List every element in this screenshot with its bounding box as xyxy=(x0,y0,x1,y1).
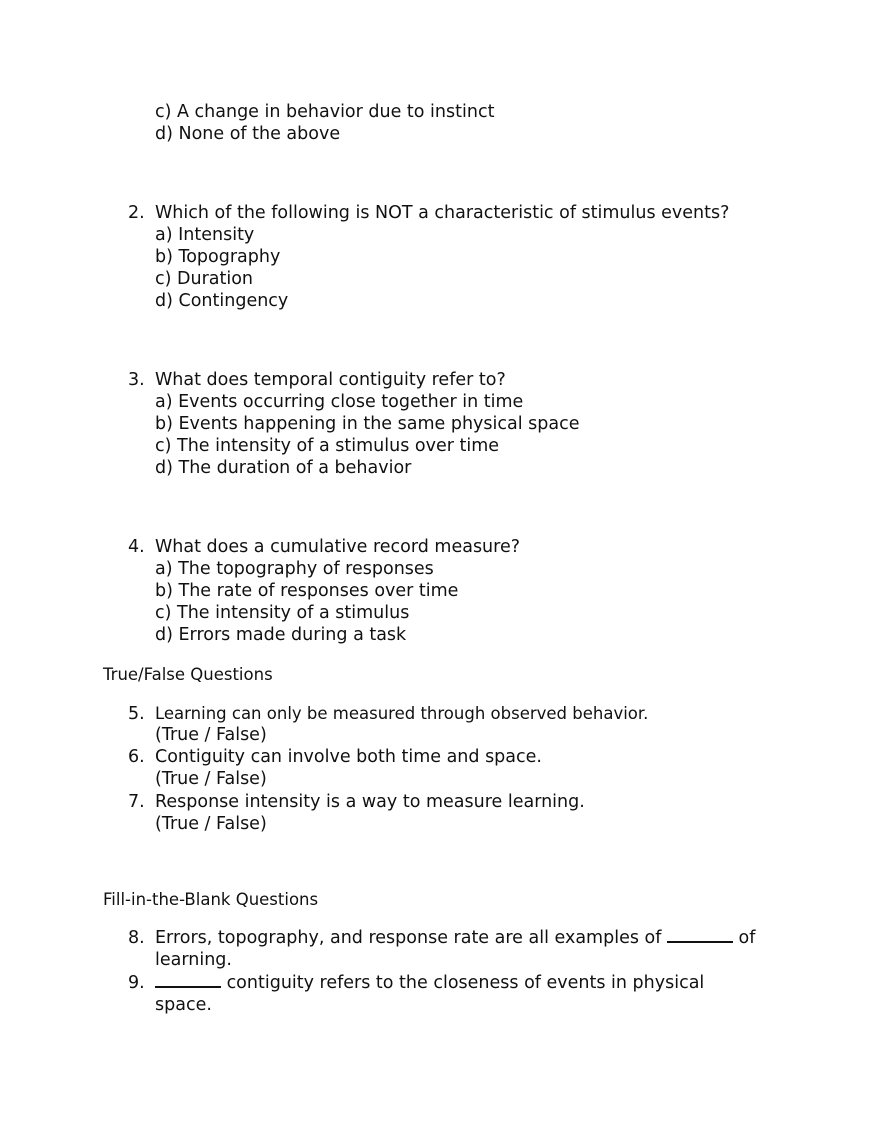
q8-number: 8. xyxy=(128,928,145,948)
q2-option-c: c) Duration xyxy=(155,269,254,289)
q6-answer: (True / False) xyxy=(155,769,267,789)
q7-number: 7. xyxy=(128,792,145,812)
fill-blank-heading: Fill-in-the-Blank Questions xyxy=(103,890,319,909)
q8-text-after: of xyxy=(732,928,756,948)
q3-number: 3. xyxy=(128,370,145,390)
q2-option-a: a) Intensity xyxy=(155,225,255,245)
q6-statement: Contiguity can involve both time and space. xyxy=(155,747,542,767)
q5-number: 5. xyxy=(128,704,145,724)
q8-text-before: Errors, topography, and response rate are all examples of xyxy=(155,928,667,948)
q8-text xyxy=(155,927,755,949)
true-false-heading: True/False Questions xyxy=(103,665,273,684)
q4-option-d: d) Errors made during a task xyxy=(155,625,407,645)
q4-option-b: b) The rate of responses over time xyxy=(155,581,459,601)
q8-continuation: learning. xyxy=(155,950,232,970)
q3-option-d: d) The duration of a behavior xyxy=(155,458,412,478)
q1-option-c: c) A change in behavior due to instinct xyxy=(155,102,495,122)
q2-option-b: b) Topography xyxy=(155,247,281,267)
q9-continuation: space. xyxy=(155,995,212,1015)
q5-answer: (True / False) xyxy=(155,725,267,745)
q3-option-c: c) The intensity of a stimulus over time xyxy=(155,436,500,456)
q7-statement: Response intensity is a way to measure learning. xyxy=(155,792,585,812)
q3-option-a: a) Events occurring close together in time xyxy=(155,392,524,412)
q9-number: 9. xyxy=(128,973,145,993)
q3-option-b: b) Events happening in the same physical space xyxy=(155,414,580,434)
q4-option-c: c) The intensity of a stimulus xyxy=(155,603,410,623)
q1-option-d: d) None of the above xyxy=(155,124,341,144)
q6-number: 6. xyxy=(128,747,145,767)
q9-text xyxy=(155,972,704,994)
q2-number: 2. xyxy=(128,203,145,223)
q9-blank xyxy=(155,972,221,988)
q7-answer: (True / False) xyxy=(155,814,267,834)
q5-statement: Learning can only be measured through observed behavior. xyxy=(155,704,649,723)
q4-number: 4. xyxy=(128,537,145,557)
q4-question: What does a cumulative record measure? xyxy=(155,537,521,557)
q4-option-a: a) The topography of responses xyxy=(155,559,434,579)
q2-question: Which of the following is NOT a characteristic of stimulus events? xyxy=(155,203,730,223)
q3-question: What does temporal contiguity refer to? xyxy=(155,370,506,390)
q2-option-d: d) Contingency xyxy=(155,291,289,311)
q8-blank xyxy=(667,927,733,943)
q9-text-after: contiguity refers to the closeness of events in physical xyxy=(221,973,705,993)
